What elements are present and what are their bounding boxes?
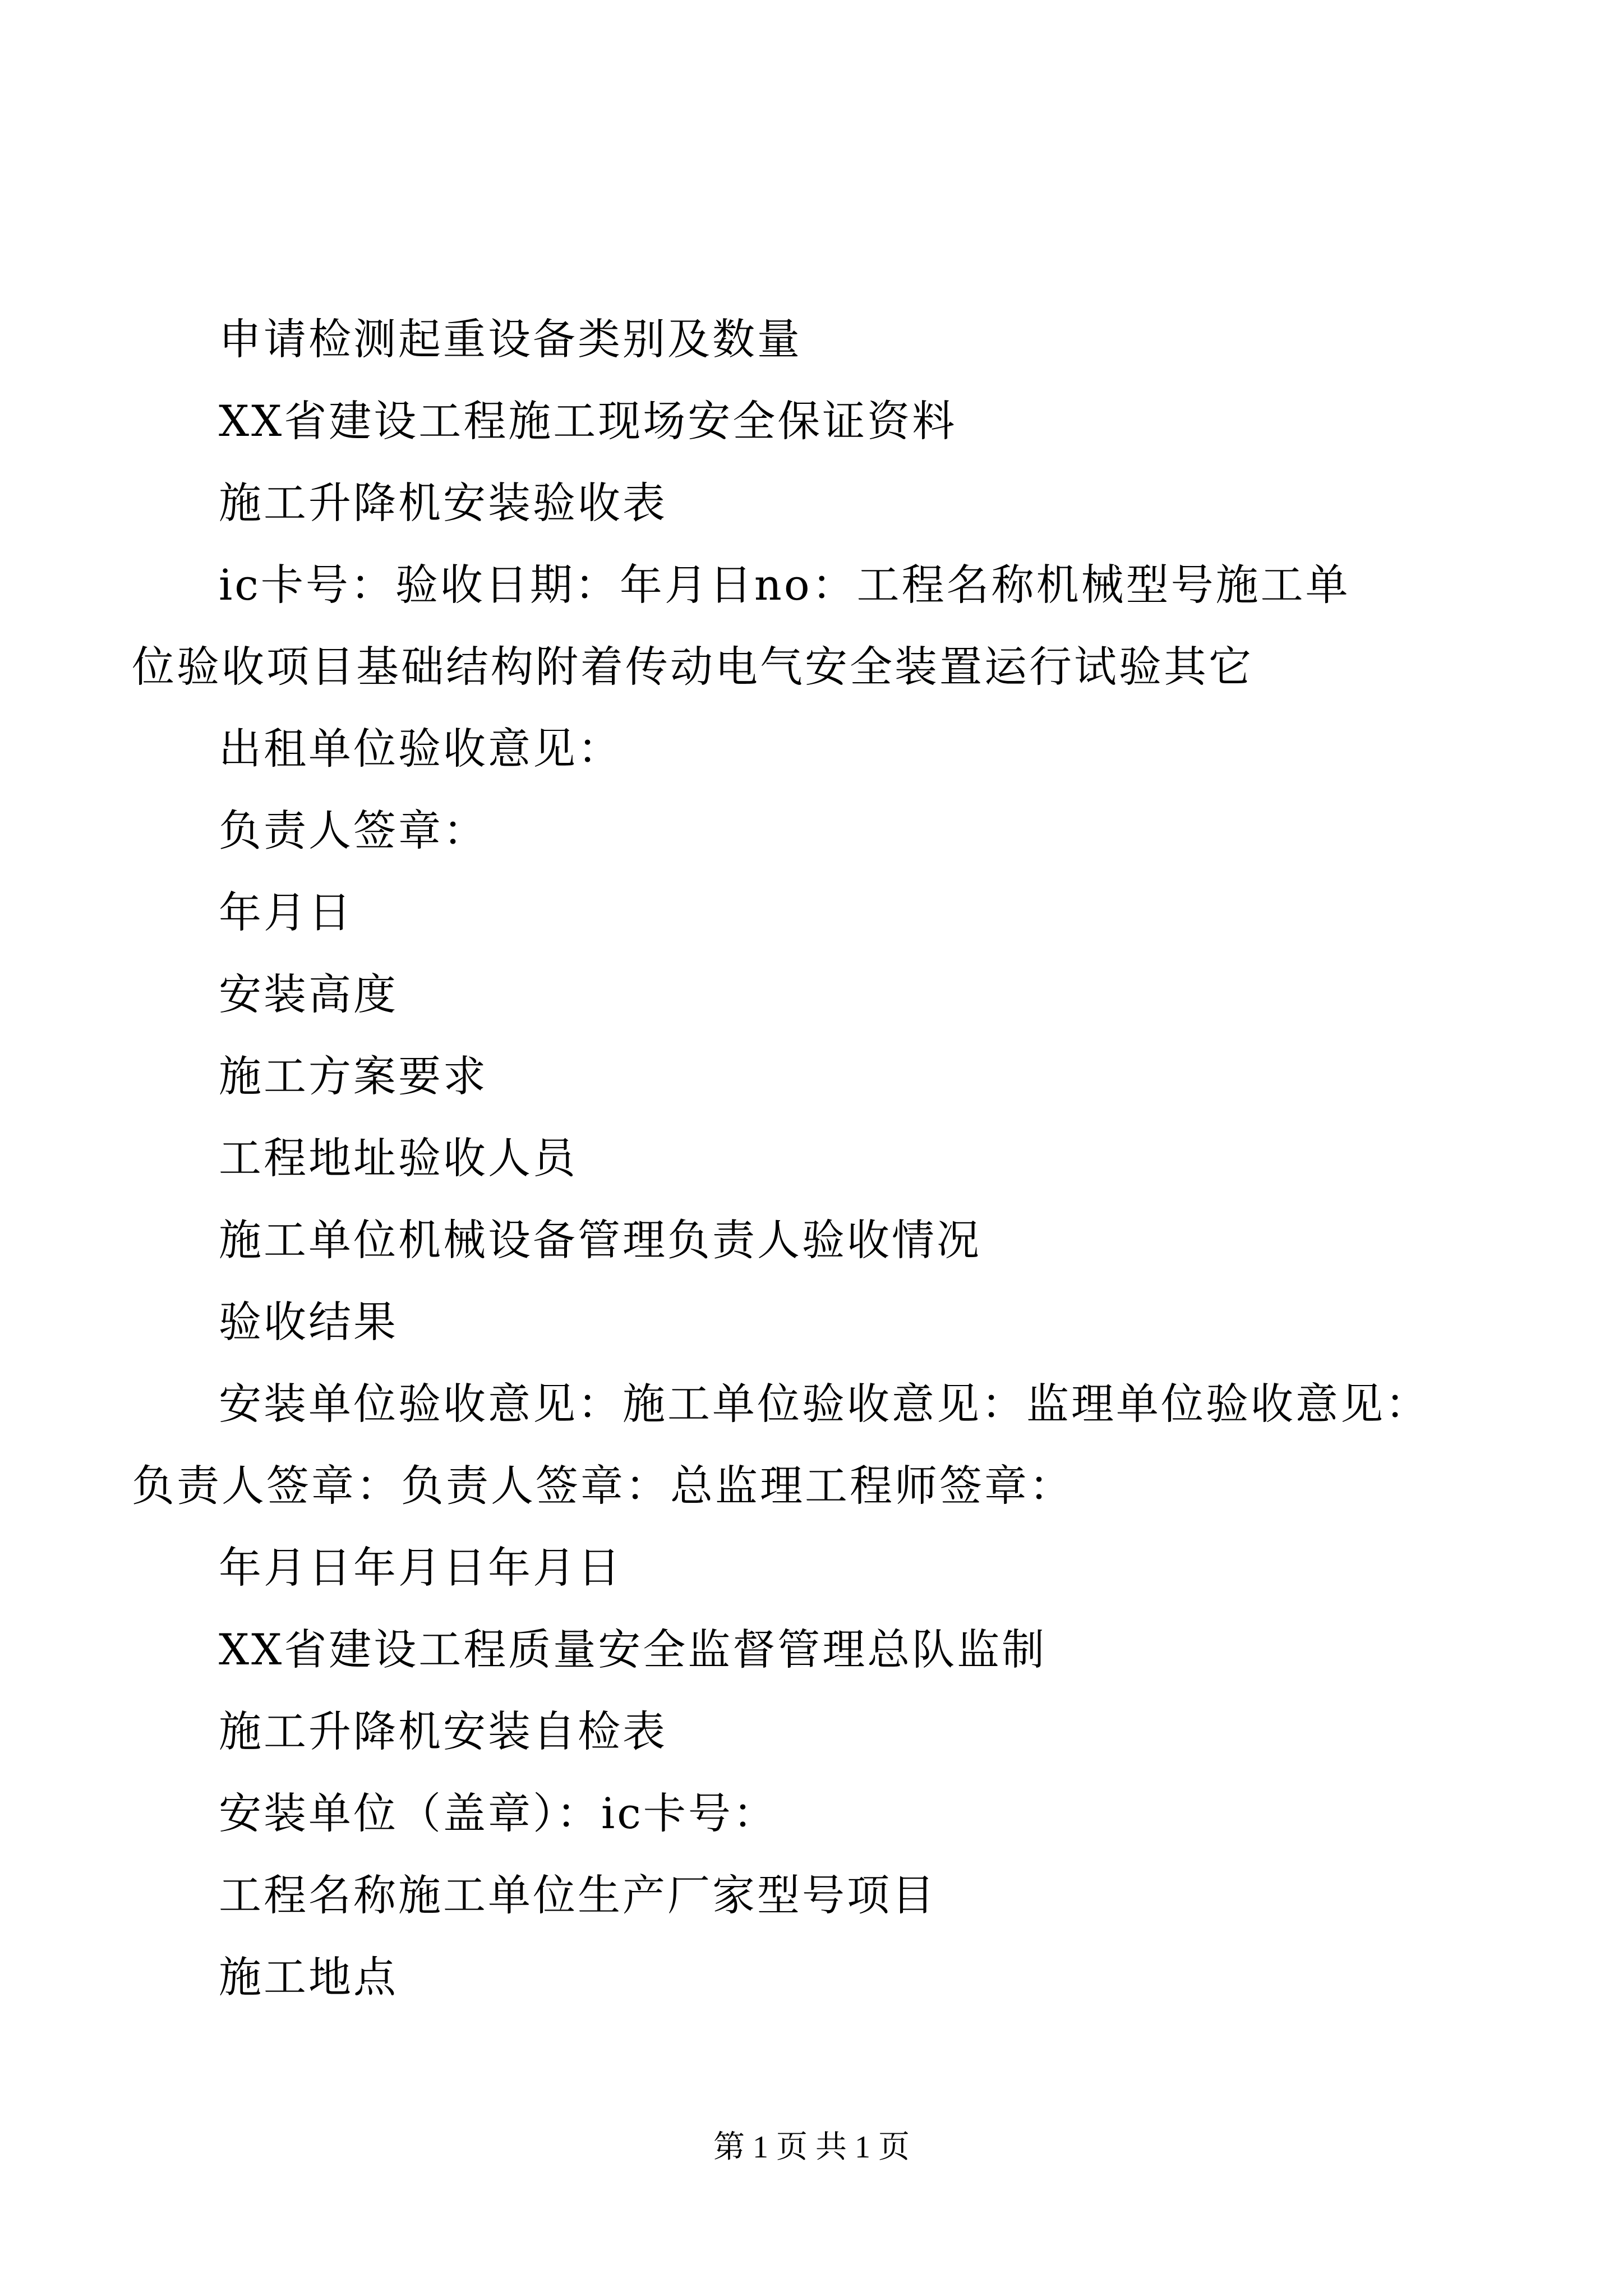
paragraph-18: 工程名称施工单位生产厂家型号项目	[219, 1870, 937, 1920]
paragraph-4-line-1: ic卡号：验收日期：年月日no：工程名称机械型号施工单	[219, 560, 1350, 610]
paragraph-13-line-2: 负责人签章：负责人签章：总监理工程师签章：	[132, 1461, 1074, 1511]
paragraph-3: 施工升降机安装验收表	[219, 478, 667, 528]
paragraph-14: 年月日年月日年月日	[219, 1543, 623, 1593]
paragraph-2: XX省建设工程施工现场安全保证资料	[219, 396, 957, 446]
paragraph-11: 施工单位机械设备管理负责人验收情况	[219, 1215, 981, 1265]
paragraph-17: 安装单位（盖章）：ic卡号：	[219, 1788, 778, 1838]
paragraph-15: XX省建设工程质量安全监督管理总队监制	[219, 1625, 1047, 1674]
paragraph-4-line-2: 位验收项目基础结构附着传动电气安全装置运行试验其它	[132, 642, 1253, 692]
paragraph-4	[132, 544, 1419, 708]
paragraph-8: 安装高度	[219, 969, 398, 1019]
page-footer: 第 1 页 共 1 页	[713, 2130, 910, 2165]
paragraph-9: 施工方案要求	[219, 1051, 488, 1101]
paragraph-10: 工程地址验收人员	[219, 1133, 578, 1183]
paragraph-16: 施工升降机安装自检表	[219, 1706, 667, 1756]
paragraph-6: 负责人签章：	[219, 806, 488, 855]
paragraph-7: 年月日	[219, 887, 353, 937]
paragraph-13-line-1: 安装单位验收意见：施工单位验收意见：监理单位验收意见：	[219, 1379, 1430, 1429]
paragraph-12: 验收结果	[219, 1297, 398, 1347]
paragraph-1: 申请检测起重设备类别及数量	[219, 314, 802, 364]
paragraph-5: 出租单位验收意见：	[219, 724, 623, 774]
paragraph-19: 施工地点	[219, 1952, 398, 2002]
paragraph-13	[132, 1363, 1430, 1527]
